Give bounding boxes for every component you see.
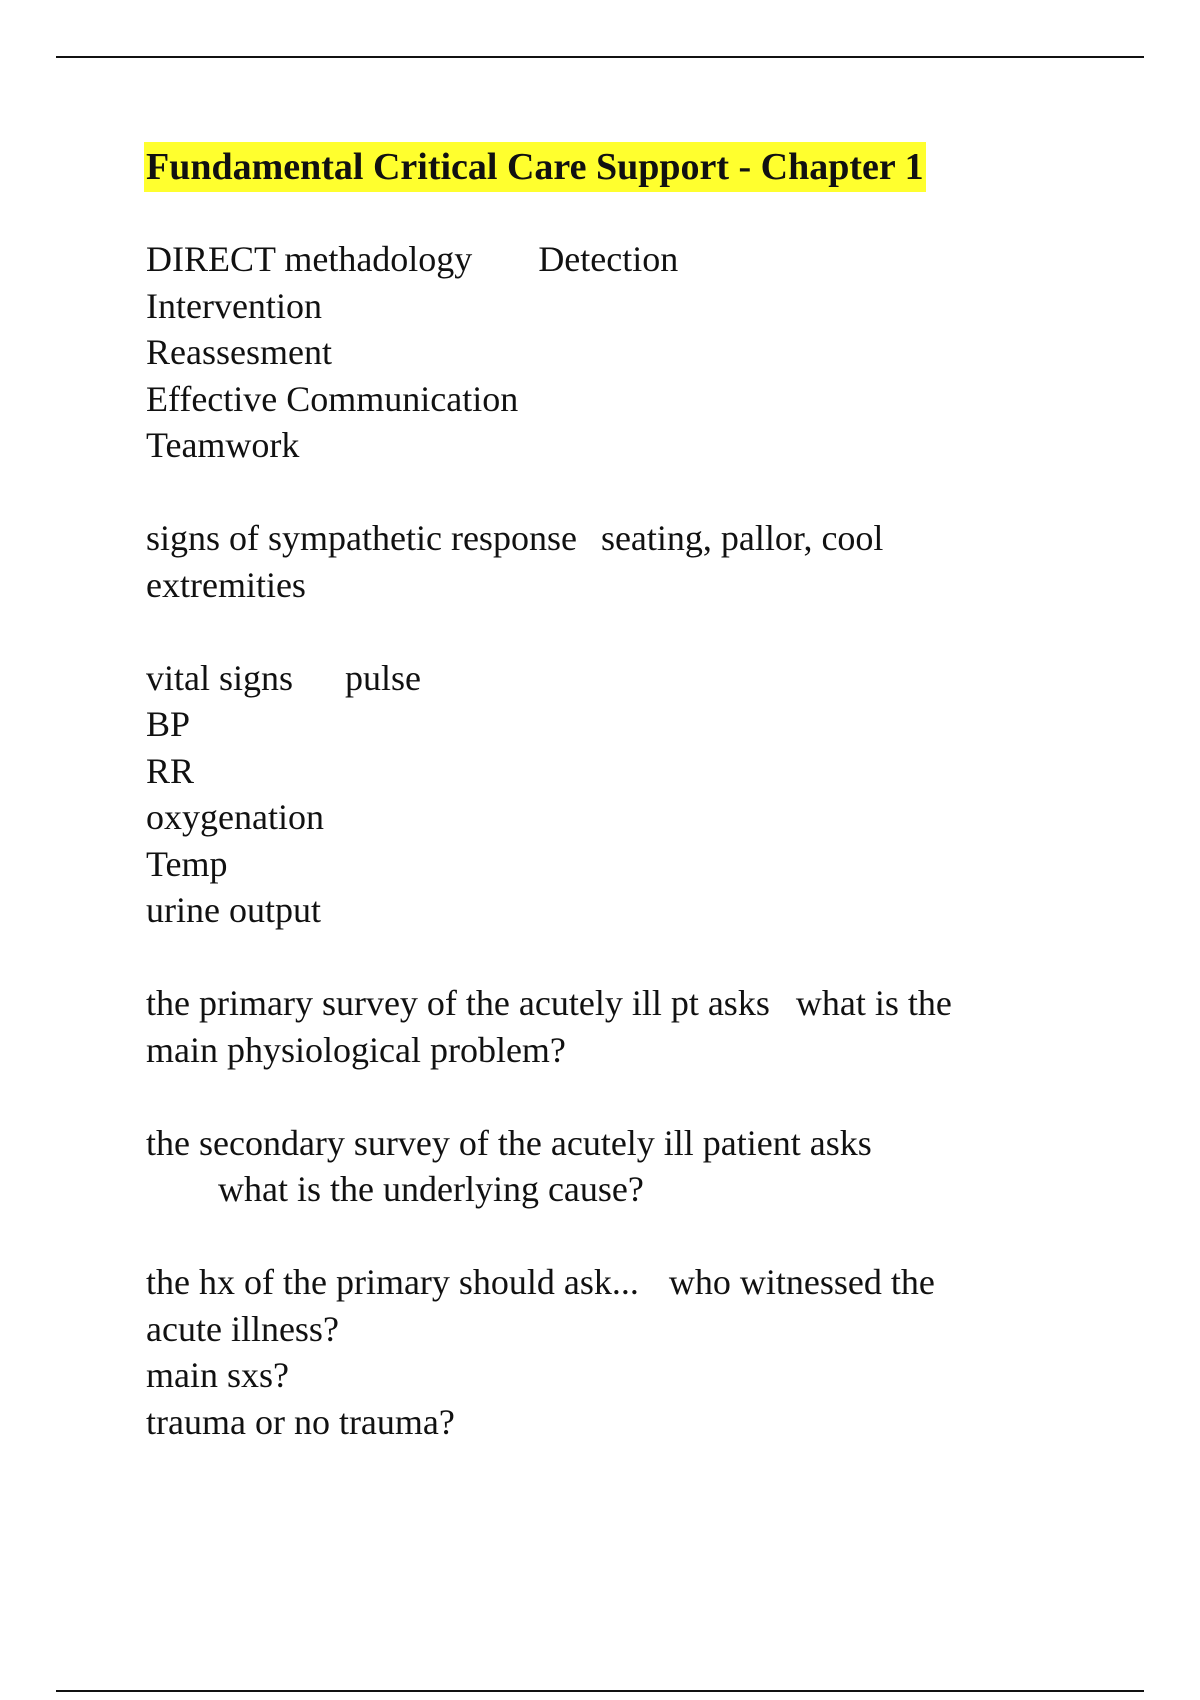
entry-definition-line: seating, pallor, cool — [600, 518, 884, 558]
entry-definition-line: main sxs? — [146, 1355, 289, 1395]
entry-definition-line: what is the underlying cause? — [218, 1169, 644, 1209]
entry-definition-line: RR — [146, 750, 195, 791]
entry-term: the primary survey of the acutely ill pt asks — [146, 983, 770, 1023]
flashcard-entry — [146, 1259, 1076, 1445]
entry-definition-line: urine output — [146, 890, 321, 930]
entry-definition-line: acute illness? — [146, 1308, 339, 1349]
entry-definition-line: who witnessed the — [668, 1262, 935, 1302]
entry-definition-line: oxygenation — [146, 797, 324, 837]
entry-term: vital signs — [146, 657, 294, 698]
header-rule — [56, 56, 1144, 58]
entry-definition-line: BP — [146, 704, 191, 744]
entry-definition-line: Detection — [538, 239, 679, 279]
entry-definition-line: extremities — [146, 564, 306, 605]
entry-term: the hx of the primary should ask... — [146, 1262, 639, 1302]
flashcard-entry — [146, 1120, 1076, 1213]
entry-term: DIRECT methadology — [146, 239, 473, 279]
flashcard-entry — [146, 655, 1076, 934]
entry-definition-line: Intervention — [146, 285, 322, 326]
flashcard-list — [146, 236, 1076, 1445]
entry-definition-line: Effective Communication — [146, 378, 519, 419]
entry-definition-line: main physiological problem? — [146, 1029, 566, 1070]
entry-definition-line: what is the — [795, 983, 952, 1023]
entry-definition-line: trauma or no trauma? — [146, 1401, 455, 1442]
entry-definition-line: pulse — [345, 657, 422, 698]
flashcard-entry — [146, 980, 1076, 1073]
entry-definition-line: Teamwork — [146, 425, 300, 465]
footer-rule — [56, 1690, 1144, 1692]
flashcard-entry — [146, 236, 1076, 469]
entry-term: signs of sympathetic response — [146, 518, 577, 558]
document-body — [146, 142, 1076, 1492]
flashcard-entry — [146, 515, 1076, 608]
document-title: Fundamental Critical Care Support - Chapter 1 — [144, 142, 926, 192]
entry-definition-line: Reassesment — [146, 332, 332, 372]
entry-term: the secondary survey of the acutely ill patient asks — [146, 1122, 872, 1163]
entry-definition-line: Temp — [146, 843, 228, 884]
